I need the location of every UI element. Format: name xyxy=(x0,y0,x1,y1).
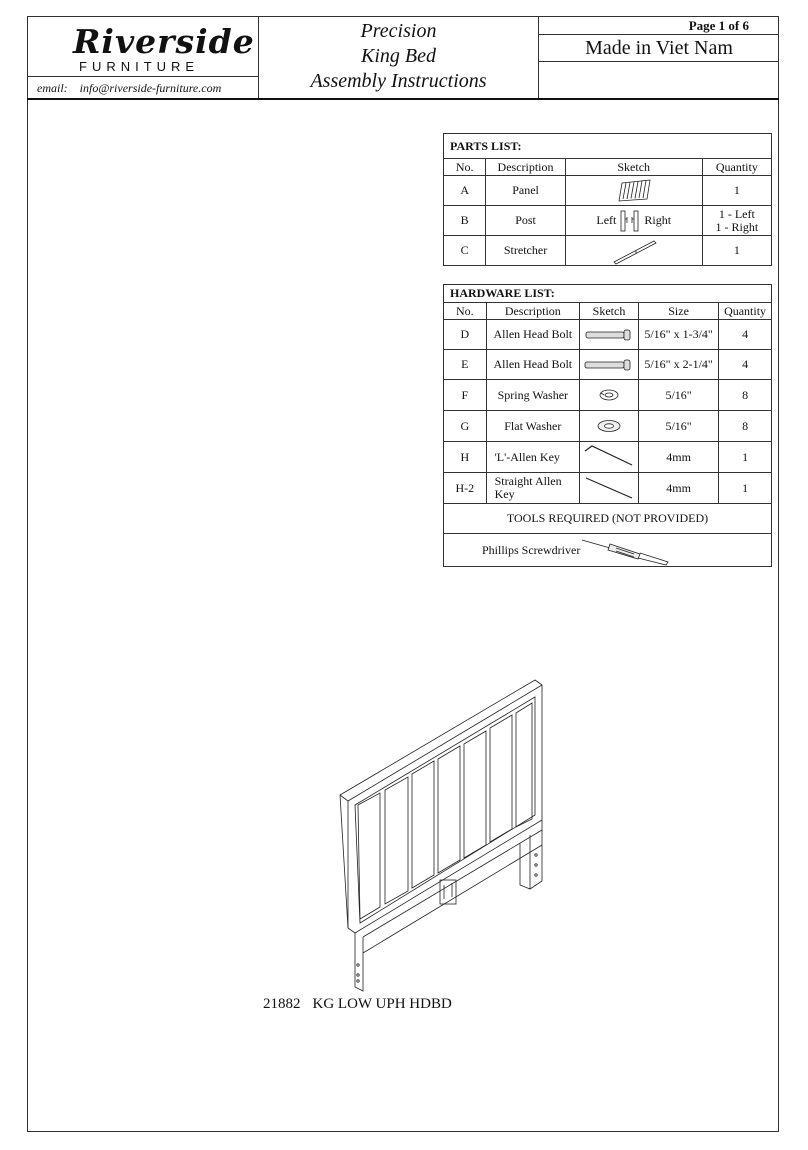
document-title xyxy=(259,16,539,98)
hw-quantity: 1 xyxy=(719,473,772,504)
hw-quantity: 4 xyxy=(719,320,772,350)
title-line-2: King Bed xyxy=(361,45,436,67)
hw-sketch xyxy=(580,411,639,442)
document-header xyxy=(27,16,779,100)
table-row xyxy=(444,320,772,350)
flat-washer-icon xyxy=(580,417,638,435)
screwdriver-icon xyxy=(580,534,680,566)
part-quantity xyxy=(702,206,771,236)
col-header: Description xyxy=(486,303,579,320)
hardware-list-table xyxy=(443,284,772,567)
hw-size: 5/16" xyxy=(639,380,719,411)
hardware-list-title: HARDWARE LIST: xyxy=(444,285,772,303)
part-no: A xyxy=(444,176,486,206)
email-link[interactable]: info@riverside-furniture.com xyxy=(79,81,222,95)
hw-sketch xyxy=(580,320,639,350)
sketch-left-label: Left xyxy=(596,213,617,227)
part-quantity: 1 xyxy=(702,236,771,266)
col-header: No. xyxy=(444,159,486,176)
hw-size: 4mm xyxy=(639,473,719,504)
title-line-3: Assembly Instructions xyxy=(310,70,487,92)
part-sketch xyxy=(565,236,702,266)
hw-sketch xyxy=(580,442,639,473)
email-row xyxy=(27,76,259,98)
hw-no: H-2 xyxy=(444,473,487,504)
col-header: Sketch xyxy=(580,303,639,320)
straight-allen-key-icon xyxy=(580,474,638,502)
col-header: Size xyxy=(639,303,719,320)
table-row xyxy=(444,236,772,266)
part-sketch xyxy=(565,206,702,236)
table-row xyxy=(444,534,772,567)
model-label xyxy=(263,996,464,1013)
table-row xyxy=(444,411,772,442)
part-quantity: 1 xyxy=(702,176,771,206)
hw-description: Allen Head Bolt xyxy=(486,350,579,380)
hw-description: Straight Allen Key xyxy=(486,473,579,504)
header-info xyxy=(539,16,779,98)
hw-size: 5/16" xyxy=(639,411,719,442)
hw-no: G xyxy=(444,411,487,442)
title-line-1: Precision xyxy=(360,20,437,42)
hw-no: F xyxy=(444,380,487,411)
part-description: Panel xyxy=(486,176,565,206)
col-header: Quantity xyxy=(702,159,771,176)
tools-required-label: TOOLS REQUIRED (NOT PROVIDED) xyxy=(444,504,772,534)
post-icon xyxy=(618,209,642,233)
sketch-right-label: Right xyxy=(644,213,672,227)
made-in-label: Made in Viet Nam xyxy=(539,35,779,62)
quantity-left: 1 - Left xyxy=(718,206,755,221)
hw-quantity: 4 xyxy=(719,350,772,380)
hw-quantity: 1 xyxy=(719,442,772,473)
brand-subtitle: FURNITURE xyxy=(79,59,200,74)
logo-cell xyxy=(27,16,259,98)
hw-size: 5/16" x 2-1/4" xyxy=(639,350,719,380)
email-label: email: xyxy=(37,81,68,95)
l-allen-key-icon xyxy=(580,443,638,471)
part-description: Stretcher xyxy=(486,236,565,266)
part-no: B xyxy=(444,206,486,236)
tool-name: Phillips Screwdriver xyxy=(482,542,581,557)
table-row xyxy=(444,442,772,473)
hw-quantity: 8 xyxy=(719,411,772,442)
table-row xyxy=(444,380,772,411)
table-row xyxy=(444,504,772,534)
part-description: Post xyxy=(486,206,565,236)
hw-description: Spring Washer xyxy=(486,380,579,411)
hw-sketch xyxy=(580,380,639,411)
col-header: No. xyxy=(444,303,487,320)
brand-logo: Riverside xyxy=(73,22,255,61)
col-header: Quantity xyxy=(719,303,772,320)
table-row xyxy=(444,176,772,206)
part-no: C xyxy=(444,236,486,266)
hw-no: D xyxy=(444,320,487,350)
parts-list-title: PARTS LIST: xyxy=(444,134,772,159)
hw-description: 'L'-Allen Key xyxy=(486,442,579,473)
hw-quantity: 8 xyxy=(719,380,772,411)
table-row xyxy=(444,350,772,380)
page-number: Page 1 of 6 xyxy=(539,16,779,35)
table-row xyxy=(444,206,772,236)
hw-description: Allen Head Bolt xyxy=(486,320,579,350)
spring-washer-icon xyxy=(580,386,638,404)
hw-sketch xyxy=(580,473,639,504)
hw-no: H xyxy=(444,442,487,473)
hw-sketch xyxy=(580,350,639,380)
table-row xyxy=(444,473,772,504)
hw-size: 5/16" x 1-3/4" xyxy=(639,320,719,350)
tool-row xyxy=(444,534,772,567)
parts-list-table xyxy=(443,133,772,266)
quantity-right: 1 - Right xyxy=(715,219,759,234)
model-number: 21882 xyxy=(263,996,301,1012)
bolt-icon xyxy=(580,327,638,343)
hw-size: 4mm xyxy=(639,442,719,473)
part-sketch xyxy=(565,176,702,206)
hw-description: Flat Washer xyxy=(486,411,579,442)
model-name: KG LOW UPH HDBD xyxy=(312,996,452,1012)
panel-icon xyxy=(566,177,702,205)
col-header: Description xyxy=(486,159,565,176)
hw-no: E xyxy=(444,350,487,380)
stretcher-icon xyxy=(566,237,702,265)
col-header: Sketch xyxy=(565,159,702,176)
bolt-icon xyxy=(580,357,638,373)
headboard-illustration xyxy=(330,675,550,995)
